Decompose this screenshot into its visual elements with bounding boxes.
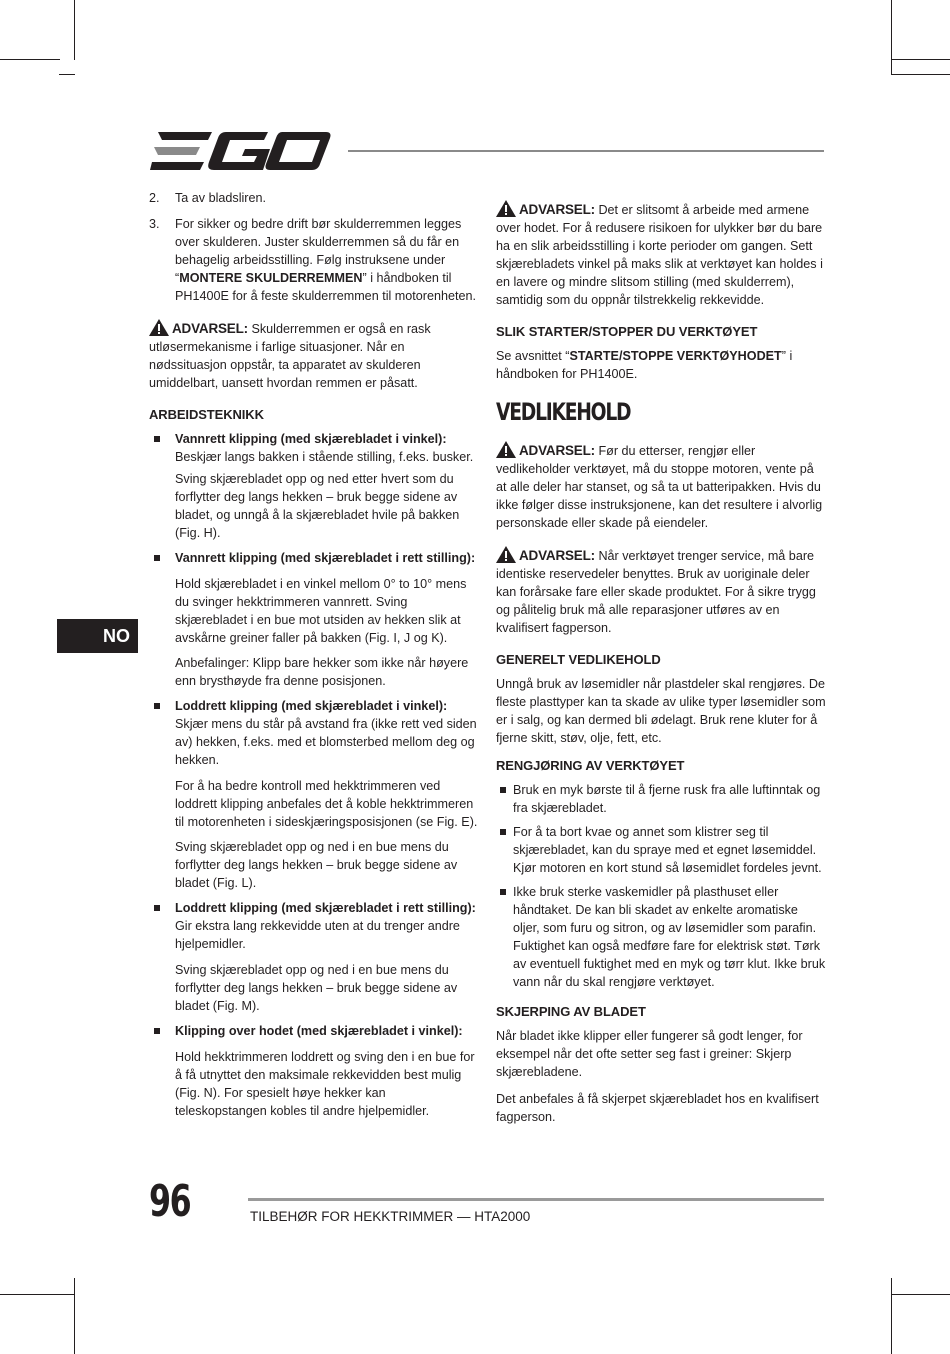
left-column xyxy=(149,189,479,1127)
step-number: 3. xyxy=(149,217,160,231)
page-number: 96 xyxy=(149,1176,191,1227)
step-number: 2. xyxy=(149,191,160,205)
crop-mark xyxy=(891,1294,950,1295)
technique-note: Sving skjærebladet opp og ned etter hvert som du forflytter deg langs hekken – bruk begge sidene av bladet, og unngå å la skjærebladet hvile på bakken (Fig. H). xyxy=(175,472,460,540)
warning-triangle-icon xyxy=(496,200,516,217)
crop-mark xyxy=(74,1278,75,1354)
crop-mark xyxy=(74,0,75,60)
technique-note: Sving skjærebladet opp og ned i en bue mens du forflytter deg langs hekken – bruk begge sidene av bladet (Fig. M). xyxy=(175,963,458,1013)
bullet-square-icon xyxy=(149,549,175,567)
crop-mark xyxy=(0,1294,75,1295)
crop-mark xyxy=(891,0,892,75)
sharpen-text: Når bladet ikke klipper eller fungerer så godt lenger, for eksempel når det ofte setter seg fast i greiner: Skjerp skjærebladene. xyxy=(496,1029,803,1079)
section-heading: SKJERPING AV BLADET xyxy=(496,1004,646,1019)
general-maintenance-text: Unngå bruk av løsemidler når plastdeler skal rengjøres. De fleste plasttyper kan ta skade av ulike typer løsemidler som er i salg, og kan dermed bli ødelagt. Bruk rene kluter for å fjerne skitt, støv, olje, fett, etc. xyxy=(496,677,826,745)
warning-triangle-icon xyxy=(149,319,169,336)
list-item: Bruk en myk børste til å fjerne rusk fra alle luftinntak og fra skjærebladet. xyxy=(496,781,826,817)
step-text: Ta av bladsliren. xyxy=(175,191,267,205)
bullet-square-icon xyxy=(496,781,513,817)
section-heading: SLIK STARTER/STOPPER DU VERKTØYET xyxy=(496,324,758,339)
list-item: Ikke bruk sterke vaskemidler på plasthuset eller håndtaket. De kan bli skadet av enkelte aromatiske oljer, som furu og sitron, og av løsemidler som parafin. Fuktighet kan også medføre fare for elektrisk støt. Tørk av eventuell fuktighet med en myk og tørr klut. Ikke bruk vann når du skal rengjøre verktøyet. xyxy=(496,883,826,991)
warning-paragraph: ADVARSEL: Det er slitsomt å arbeide med armene over hodet. For å redusere risikoen for ulykker bør du bare ha en slik arbeidsstilling i korte perioder om gangen. Sett skjærebladets vinkel på maks slik at verktøyet kan holdes i en lavere og mindre slitsom stilling (med skulderrem), samtidig som du oppnår tilstrekkelig rekkevidde. xyxy=(496,202,823,307)
warning-paragraph: ADVARSEL: Når verktøyet trenger service, må bare identiske reservedeler benyttes. Bruk av uoriginale deler kan forårsake fare eller skade produktet. For å sikre trygg og pålitelig bruk må alle reparasjoner utføres av en kvalifisert fagperson. xyxy=(496,548,816,635)
start-stop-text: Se avsnittet “STARTE/STOPPE VERKTØYHODET” i håndboken for PH1400E. xyxy=(496,349,793,381)
right-column xyxy=(496,200,826,1135)
technique-note: Sving skjærebladet opp og ned i en bue mens du forflytter deg langs hekken – bruk begge sidene av bladet (Fig. L). xyxy=(175,840,458,890)
crop-mark xyxy=(891,59,950,60)
step-item xyxy=(149,189,479,207)
technique-note: For å ha bedre kontroll med hekktrimmeren ved loddrett klipping anbefales det å koble hekktrimmeren til motorenheten i sideskjæringsposisjonen (se Fig. E). xyxy=(175,779,478,829)
technique-item: Klipping over hodet (med skjærebladet i vinkel): Hold hekktrimmeren loddrett og sving den i en bue for å få utnyttet den maksimale rekkevidden best mulig (Fig. N). For spesielt høye hekker kan teleskopstangen kobles til andre hjelpemidler. xyxy=(149,1022,479,1120)
technique-item: Loddrett klipping (med skjærebladet i rett stilling): Gir ekstra lang rekkevidde uten at du trenger andre hjelpemidler. Sving skjærebladet opp og ned i en bue mens du forflytter deg langs hekken – bruk begge sidene av bladet (Fig. M). xyxy=(149,899,479,1015)
bullet-square-icon xyxy=(149,430,175,466)
bullet-square-icon xyxy=(496,883,513,991)
technique-note: Hold hekktrimmeren loddrett og sving den i en bue for å få utnyttet den maksimale rekkevidden best mulig (Fig. N). For spesielt høye hekker kan teleskopstangen kobles til andre hjelpemidler. xyxy=(175,1050,475,1118)
crop-mark xyxy=(891,1278,892,1354)
ego-logo xyxy=(150,130,332,172)
step-item xyxy=(149,215,479,305)
step-text: For sikker og bedre drift bør skulderremmen legges over skulderen. Juster skulderremmen så du får en behagelig arbeidsstilling. Følg instruksene under “MONTERE SKULDERREMMEN” i håndboken til PH1400E for å feste skulderremmen til motorenheten. xyxy=(175,217,477,303)
crop-mark xyxy=(0,59,60,60)
bullet-square-icon xyxy=(149,1022,175,1040)
bullet-square-icon xyxy=(496,823,513,877)
warning-triangle-icon xyxy=(496,441,516,458)
footer-rule xyxy=(248,1198,824,1201)
sharpen-text: Det anbefales å få skjerpet skjærebladet hos en kvalifisert fagperson. xyxy=(496,1092,819,1124)
technique-item: Loddrett klipping (med skjærebladet i vinkel): Skjær mens du står på avstand fra (ikke rett ved siden av) hekken, f.eks. med et blomsterbed mellom deg og hekken. For å ha bedre kontroll med hekktrimmeren ved loddrett klipping anbefales det å koble hekktrimmeren til motorenheten i sideskjæringsposisjonen (se Fig. E). Sving skjærebladet opp og ned i en bue mens du forflytter deg langs hekken – bruk begge sidene av bladet (Fig. L). xyxy=(149,697,479,892)
warning-triangle-icon xyxy=(496,546,516,563)
warning-paragraph: ADVARSEL: Før du etterser, rengjør eller vedlikeholder verktøyet, må du stoppe motoren, vente på at alle deler har stanset, og så ta ut batteripakken. Hvis du ikke følger disse instruksjonene, kan det resultere i alvorlig personskade eller skade på eiendeler. xyxy=(496,443,823,530)
list-item: For å ta bort kvae og annet som klistrer seg til skjærebladet, kan du spraye med et egnet løsemiddel. Kjør motoren en kort stund så løsemidlet fordeles jevnt. xyxy=(496,823,826,877)
technique-note: Anbefalinger: Klipp bare hekker som ikke når høyere enn brysthøyde fra denne posisjonen. xyxy=(175,656,469,688)
section-heading: GENERELT VEDLIKEHOLD xyxy=(496,652,661,667)
language-tab: NO xyxy=(57,619,138,653)
header-rule xyxy=(348,150,824,152)
technique-note: Hold skjærebladet i en vinkel mellom 0° to 10° mens du svinger hekktrimmeren vannrett. Sving skjærebladet i en bue mot utsiden av hekken slik at avskårne greiner faller på bakken (Fig. I, J og K). xyxy=(175,577,467,645)
maintenance-title: VEDLIKEHOLD xyxy=(496,398,631,426)
warning-paragraph: ADVARSEL: Skulderremmen er også en rask utløsermekanisme i farlige situasjoner. Når en nødssituasjon oppstår, ta apparatet av skulderen umiddelbart, uansett hvordan remmen er påsatt. xyxy=(149,321,431,390)
technique-item: Vannrett klipping (med skjærebladet i vinkel): Beskjær langs bakken i stående stilling, f.eks. busker. Sving skjærebladet opp og ned etter hvert som du forflytter deg langs hekken – bruk begge sidene av bladet, og unngå å la skjærebladet hvile på bakken (Fig. H). xyxy=(149,430,479,542)
crop-mark xyxy=(59,74,75,75)
technique-item: Vannrett klipping (med skjærebladet i rett stilling): Hold skjærebladet i en vinkel mellom 0° to 10° mens du svinger hekktrimmeren vannrett. Sving skjærebladet i en bue mot utsiden av hekken slik at avskårne greiner faller på bakken (Fig. I, J og K). Anbefalinger: Klipp bare hekker som ikke når høyere enn brysthøyde fra denne posisjonen. xyxy=(149,549,479,690)
crop-mark xyxy=(891,74,950,75)
footer-title: TILBEHØR FOR HEKKTRIMMER — HTA2000 xyxy=(250,1209,531,1224)
bullet-square-icon xyxy=(149,697,175,769)
section-heading: RENGJØRING AV VERKTØYET xyxy=(496,758,685,773)
section-heading: ARBEIDSTEKNIKK xyxy=(149,407,264,422)
bullet-square-icon xyxy=(149,899,175,953)
